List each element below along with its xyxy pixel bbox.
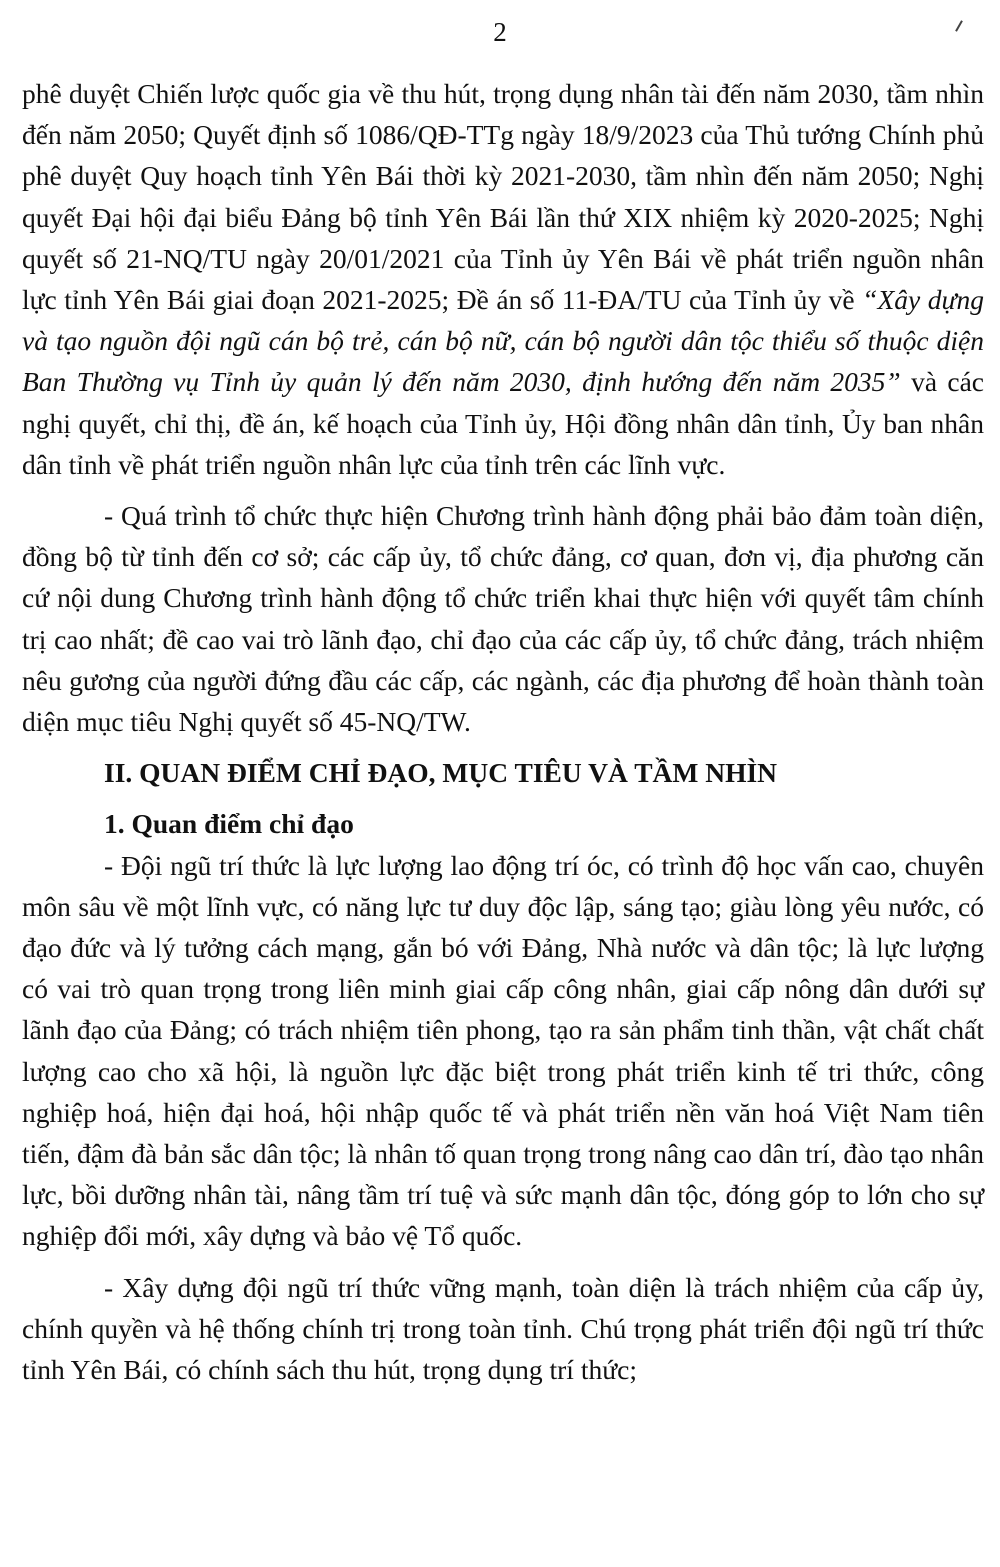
paragraph-building-intellectuals: - Xây dựng đội ngũ trí thức vững mạnh, toàn diện là trách nhiệm của cấp ủy, chính quyền và hệ thống chính trị trong toàn tỉnh. Chú trọng phát triển đội ngũ trí thức tỉnh Yên Bái, có chính sách thu hút, trọng dụng trí thức; bbox=[22, 1271, 984, 1386]
paragraph-implementation: - Quá trình tổ chức thực hiện Chương trình hành động phải bảo đảm toàn diện, đồng bộ từ tỉnh đến cơ sở; các cấp ủy, tổ chức đảng, cơ quan, đơn vị, địa phương căn cứ nội dung Chương trình hành động tổ chức triển khai thực hiện với quyết tâm chính trị cao nhất; đề cao vai trò lãnh đạo, chỉ đạo của các cấp ủy, tổ chức đảng, trách nhiệm nêu gương của người đứng đầu các cấp, các ngành, các địa phương để hoàn thành toàn diện mục tiêu Nghị quyết số 45-NQ/TW. bbox=[22, 500, 984, 738]
section-heading: II. QUAN ĐIỂM CHỈ ĐẠO, MỤC TIÊU VÀ TẦM NHÌN bbox=[104, 757, 778, 789]
paragraph-continuation bbox=[22, 73, 984, 485]
paragraph-text: và các nghị quyết, chỉ thị, đề án, kế hoạch của Tỉnh ủy, Hội đồng nhân dân tỉnh, Ủy ban nhân dân tỉnh về phát triển nguồn nhân lực của tỉnh trên các lĩnh vực. bbox=[22, 366, 985, 480]
document-body bbox=[22, 73, 984, 1390]
subsection-heading: 1. Quan điểm chỉ đạo bbox=[104, 808, 354, 840]
quoted-project-title: “Xây dựng và tạo nguồn đội ngũ cán bộ trẻ, cán bộ nữ, cán bộ người dân tộc thiểu số thuộc diện Ban Thường vụ Tỉnh ủy quản lý đến năm 2030, định hướng đến năm 2035” bbox=[22, 284, 984, 398]
paragraph-intellectuals-role: - Đội ngũ trí thức là lực lượng lao động trí óc, có trình độ học vấn cao, chuyên môn sâu về một lĩnh vực, có năng lực tư duy độc lập, sáng tạo; giàu lòng yêu nước, có đạo đức và lý tưởng cách mạng, gắn bó với Đảng, Nhà nước và dân tộc; là lực lượng có vai trò quan trọng trong liên minh giai cấp công nhân, giai cấp nông dân dưới sự lãnh đạo của Đảng; có trách nhiệm tiên phong, tạo ra sản phẩm tinh thần, vật chất chất lượng cao cho xã hội, là nguồn lực đặc biệt trong phát triển kinh tế tri thức, công nghiệp hoá, hiện đại hoá, hội nhập quốc tế và phát triển nền văn hoá Việt Nam tiên tiến, đậm đà bản sắc dân tộc; là nhân tố quan trọng trong nâng cao dân trí, đào tạo nhân lực, bồi dưỡng nhân tài, nâng tầm trí tuệ và sức mạnh dân tộc, đóng góp to lớn cho sự nghiệp đổi mới, xây dựng và bảo vệ Tổ quốc. bbox=[22, 849, 984, 1252]
paragraph-text: phê duyệt Chiến lược quốc gia về thu hút, trọng dụng nhân tài đến năm 2030, tầm nhìn đến năm 2050; Quyết định số 1086/QĐ-TTg ngày 18/9/2023 của Thủ tướng Chính phủ phê duyệt Quy hoạch tỉnh Yên Bái thời kỳ 2021-2030, tầm nhìn đến năm 2050; Nghị quyết Đại hội đại biểu Đảng bộ tỉnh Yên Bái lần thứ XIX nhiệm kỳ 2020-2025; Nghị quyết số 21-NQ/TU ngày 20/01/2021 của Tỉnh ủy Yên Bái về phát triển nguồn nhân lực tỉnh Yên Bái giai đoạn 2021-2025; Đề án số 11-ĐA/TU của Tỉnh ủy về bbox=[22, 78, 984, 316]
page-number: 2 bbox=[493, 17, 507, 47]
